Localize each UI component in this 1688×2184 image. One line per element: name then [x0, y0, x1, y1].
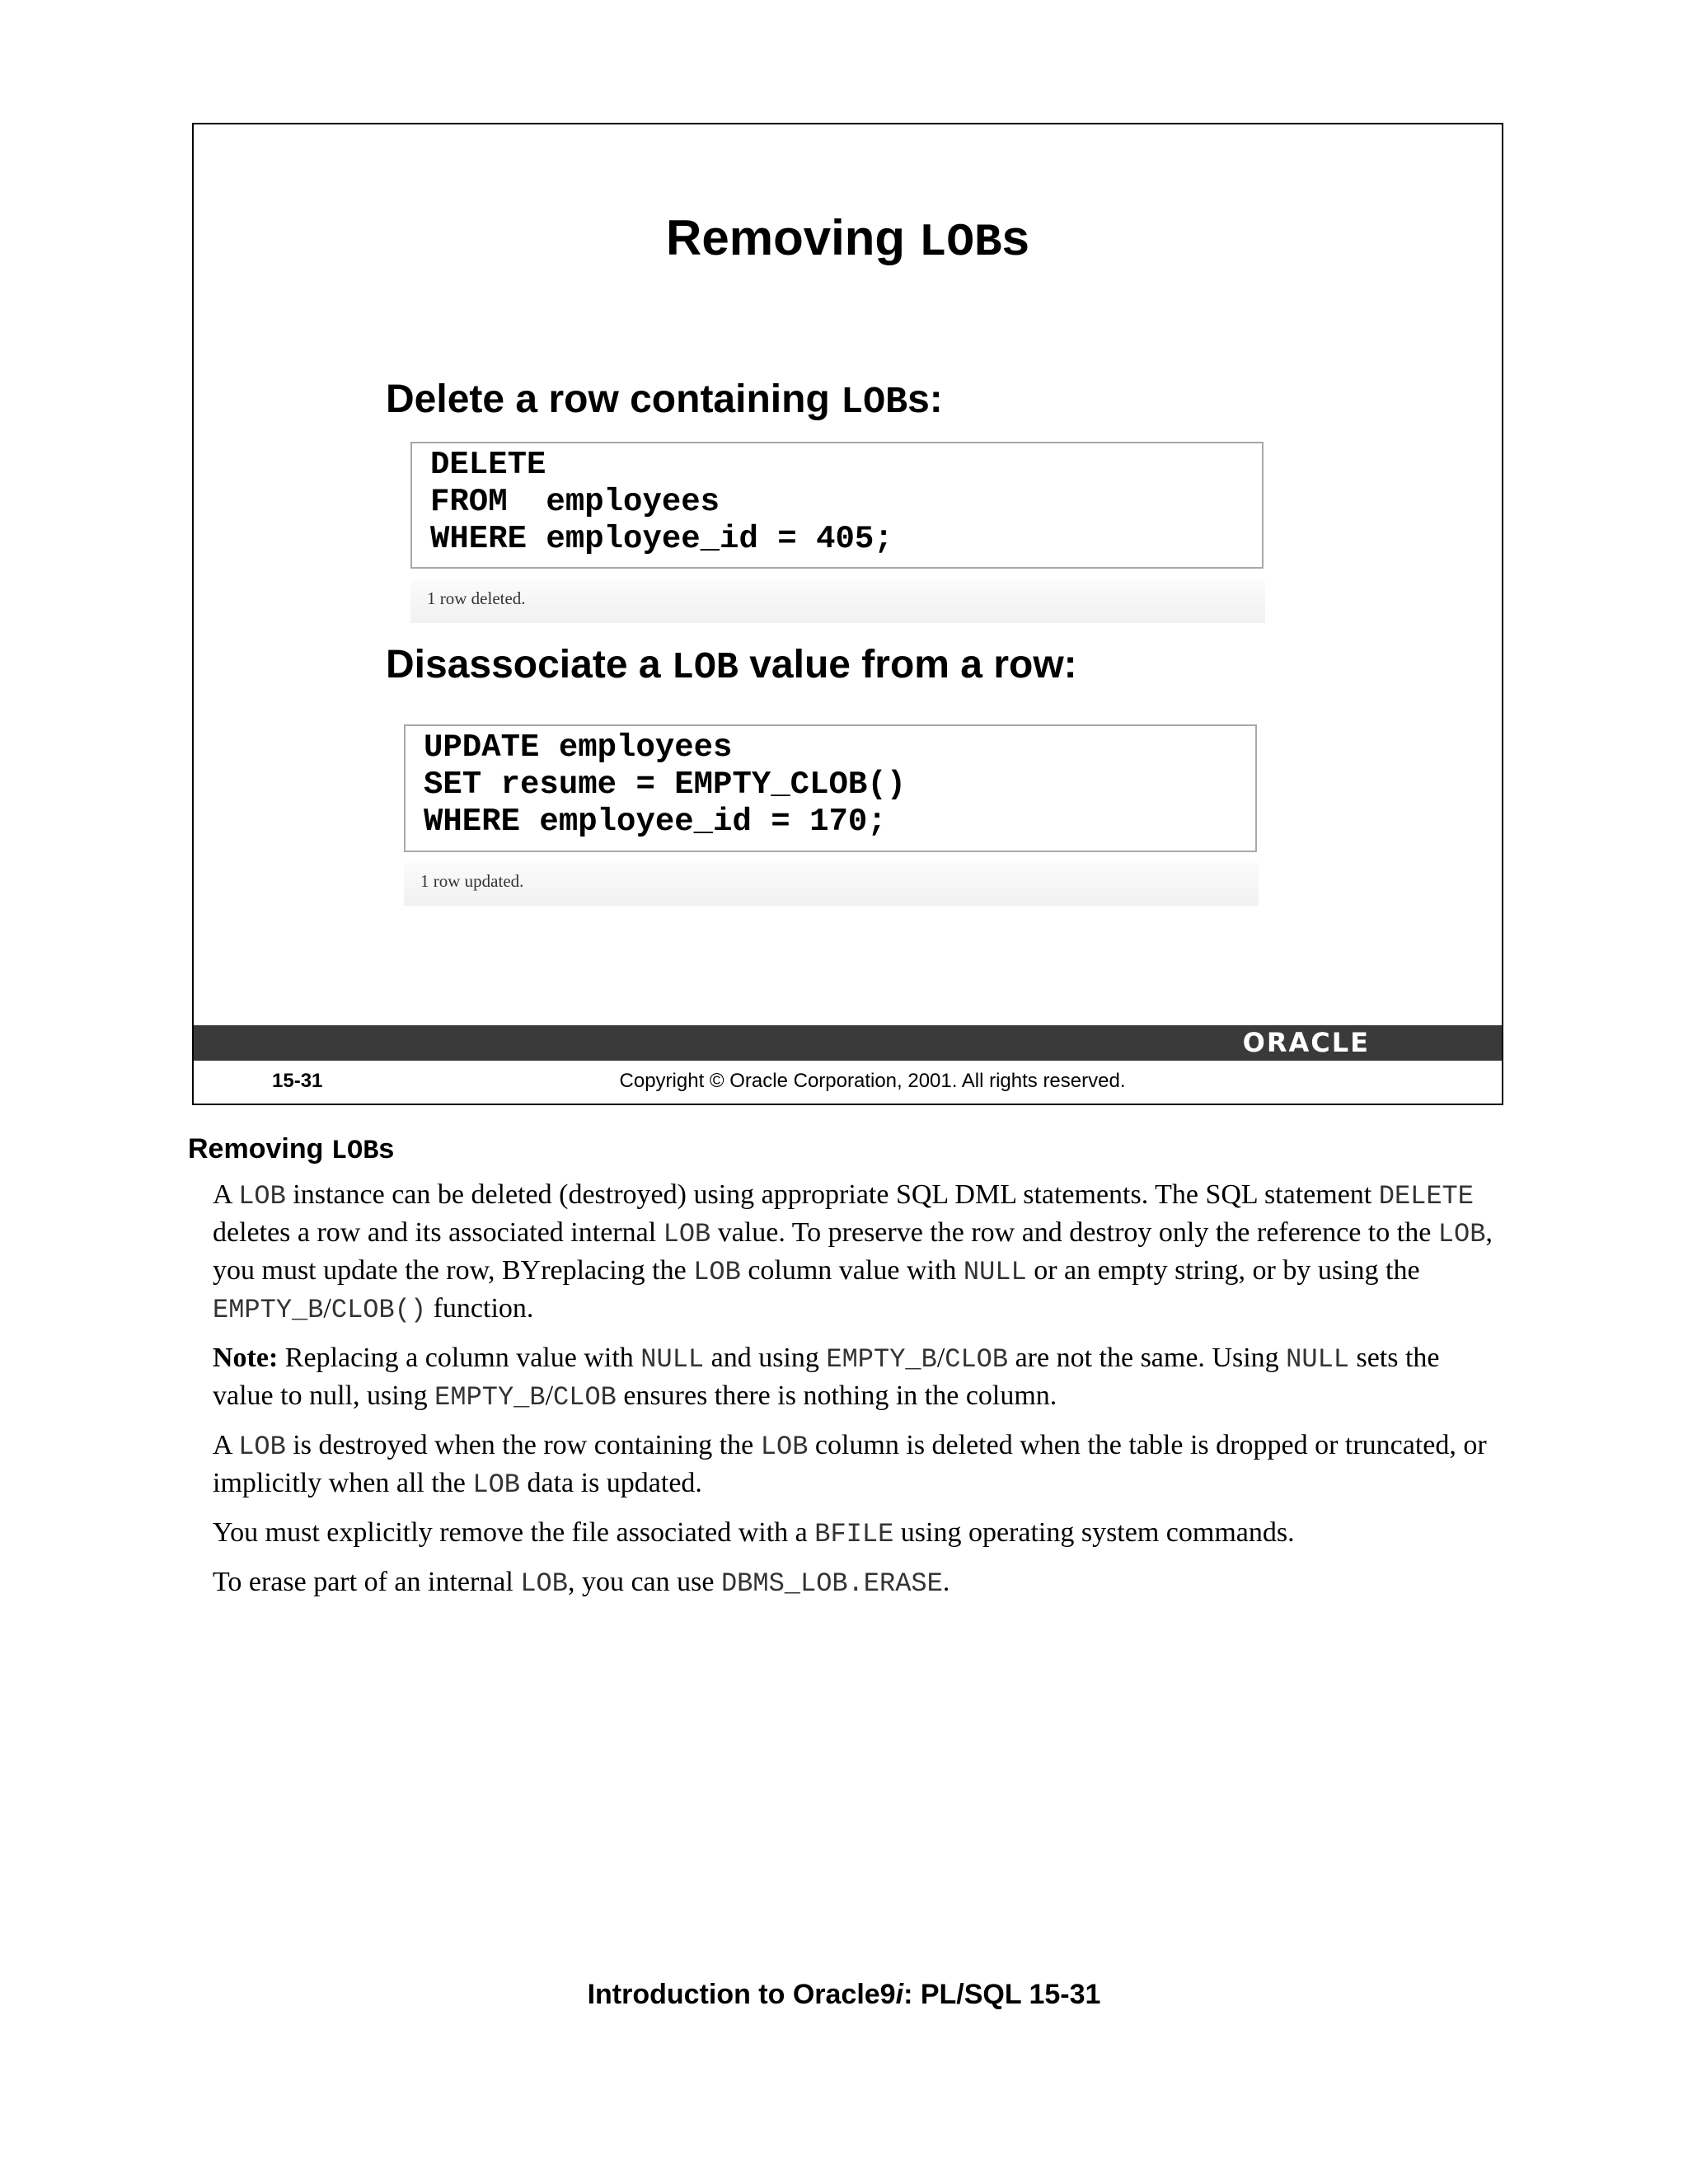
result-update: 1 row updated. — [404, 863, 1259, 906]
notes-paragraph-3 — [213, 1427, 1498, 1503]
notes-paragraph-1 — [213, 1177, 1498, 1329]
code-box-delete — [410, 442, 1264, 569]
oracle-logo: ORACLE — [1242, 1027, 1370, 1058]
code: NULL — [963, 1257, 1027, 1287]
notes-paragraph-4 — [213, 1515, 1498, 1553]
notes-heading — [188, 1131, 394, 1169]
code-line: WHERE employee_id = 170; — [424, 804, 887, 840]
code: DBMS_LOB.ERASE — [720, 1568, 943, 1599]
text: A — [213, 1430, 239, 1460]
text: ensures there is nothing in the column. — [616, 1380, 1057, 1411]
notes-heading-text: Removing — [188, 1133, 331, 1165]
bullet-delete-row — [386, 375, 943, 428]
bullet-text: Delete a row containing — [386, 377, 842, 421]
text: column value with — [740, 1255, 964, 1286]
slide-number: 15-31 — [272, 1070, 323, 1092]
code: LOB — [693, 1257, 741, 1287]
code: NULL — [640, 1344, 705, 1375]
slide-title-text: Removing — [666, 210, 919, 265]
text: column is deleted when the table is dropped or truncated, or implicitly when all the — [213, 1430, 1487, 1498]
text: are not the same. Using — [1008, 1343, 1287, 1373]
slide-title — [194, 205, 1502, 275]
code: LOB — [1437, 1219, 1486, 1249]
slide-footer-band — [194, 1025, 1502, 1061]
code: CLOB — [945, 1344, 1009, 1375]
text: A — [213, 1179, 239, 1210]
notes-heading-suffix: s — [378, 1133, 395, 1165]
footer-italic: i — [895, 1979, 904, 2010]
result-delete: 1 row deleted. — [410, 580, 1265, 623]
notes-paragraph-2 — [213, 1340, 1498, 1416]
code: NULL — [1286, 1344, 1349, 1375]
text: value. To preserve the row and destroy only the reference to the — [710, 1217, 1438, 1248]
code: CLOB — [553, 1382, 617, 1413]
text: deletes a row and its associated internal — [213, 1217, 663, 1248]
bullet-text: Disassociate a — [386, 643, 672, 687]
code: LOB — [663, 1219, 711, 1249]
note-label: Note: — [213, 1343, 279, 1373]
text: / — [936, 1343, 945, 1373]
bullet-disassociate-lob — [386, 640, 1077, 693]
page-footer — [0, 1976, 1688, 2013]
text: / — [545, 1380, 554, 1411]
text: . — [942, 1567, 950, 1597]
notes-paragraph-5 — [213, 1564, 1498, 1602]
text: and using — [704, 1343, 827, 1373]
notes-body — [213, 1177, 1498, 1614]
text: sets the value to null, using — [213, 1343, 1440, 1411]
code-line: UPDATE employees — [424, 729, 733, 766]
notes-heading-code: LOB — [331, 1136, 379, 1166]
code-line: WHERE employee_id = 405; — [430, 521, 893, 557]
text: data is updated. — [520, 1468, 702, 1498]
text: instance can be deleted (destroyed) using appropriate SQL DML statements. The SQL statement — [285, 1179, 1379, 1210]
code: EMPTY_B — [826, 1344, 937, 1375]
code: LOB — [760, 1432, 809, 1462]
bullet-suffix: s: — [907, 377, 943, 421]
bullet-code: LOB — [671, 647, 738, 689]
code-line: DELETE — [430, 447, 546, 483]
code: EMPTY_B — [213, 1295, 324, 1325]
text: , you can use — [567, 1567, 721, 1597]
code: EMPTY_B — [434, 1382, 546, 1413]
slide-title-suffix: s — [1001, 210, 1029, 265]
text: Replacing a column value with — [278, 1343, 641, 1373]
code: LOB — [238, 1181, 286, 1212]
text: / — [323, 1293, 331, 1324]
code-box-update — [404, 724, 1257, 852]
code: LOB — [238, 1432, 286, 1462]
text: function. — [426, 1293, 534, 1324]
slide — [192, 123, 1503, 1105]
code: CLOB() — [331, 1295, 427, 1325]
text: To erase part of an internal — [213, 1567, 521, 1597]
code-line: FROM employees — [430, 484, 720, 520]
slide-title-code: LOB — [918, 216, 1002, 269]
code: DELETE — [1378, 1181, 1474, 1212]
footer-suffix: : PL/SQL 15-31 — [903, 1979, 1101, 2010]
bullet-suffix: value from a row: — [738, 643, 1077, 687]
code: BFILE — [814, 1519, 894, 1549]
copyright: Copyright © Oracle Corporation, 2001. All rights reserved. — [619, 1070, 1126, 1092]
footer-text: Introduction to Oracle9 — [587, 1979, 896, 2010]
code: LOB — [472, 1469, 520, 1500]
code-line: SET resume = EMPTY_CLOB() — [424, 766, 907, 803]
text: is destroyed when the row containing the — [285, 1430, 761, 1460]
text: , you must update the row, BYreplacing the — [213, 1217, 1493, 1286]
text: or an empty string, or by using the — [1026, 1255, 1420, 1286]
bullet-code: LOB — [841, 382, 908, 424]
code: LOB — [520, 1568, 568, 1599]
text: You must explicitly remove the file associated with a — [213, 1517, 815, 1548]
text: using operating system commands. — [893, 1517, 1295, 1548]
